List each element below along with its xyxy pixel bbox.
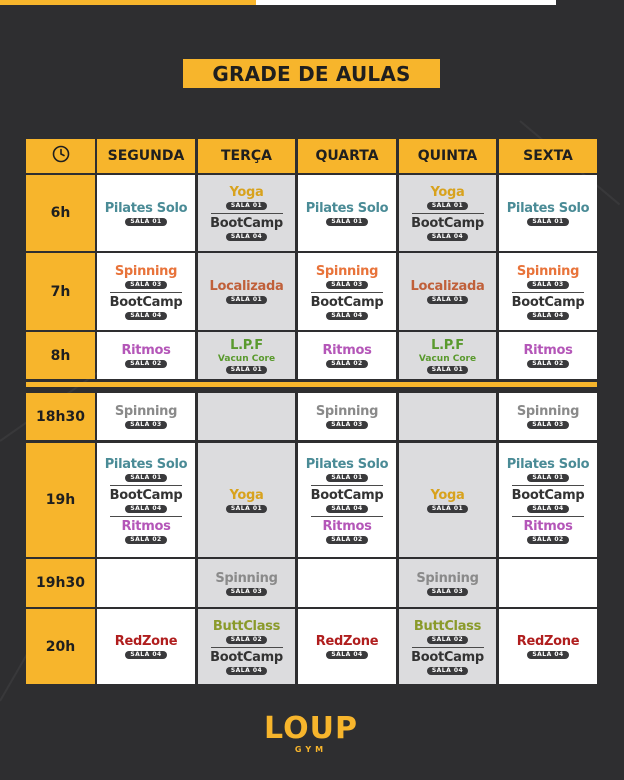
class-entry xyxy=(110,295,183,320)
class-entry xyxy=(210,650,283,675)
page-title: GRADE DE AULAS xyxy=(212,61,411,86)
room-badge: SALA 01 xyxy=(226,202,267,210)
time-slot: 20h xyxy=(26,609,95,684)
time-slot: 18h30 xyxy=(26,393,95,440)
class-cell xyxy=(97,253,195,330)
class-name: BootCamp xyxy=(210,216,283,231)
class-entry xyxy=(512,488,585,513)
class-name: Spinning xyxy=(215,570,278,586)
class-name: Spinning xyxy=(114,263,178,279)
class-entry xyxy=(105,201,188,226)
room-badge: SALA 04 xyxy=(226,233,267,241)
class-entry xyxy=(226,488,267,513)
class-entry xyxy=(316,404,378,429)
day-header-2: TERÇA xyxy=(198,139,295,173)
class-divider xyxy=(311,516,383,517)
day-header-1: SEGUNDA xyxy=(97,139,195,173)
class-entry xyxy=(213,619,280,644)
class-name: Pilates Solo xyxy=(104,200,188,216)
class-cell xyxy=(198,175,295,251)
class-entry xyxy=(121,519,170,544)
class-entry xyxy=(322,519,371,544)
class-entry xyxy=(316,264,378,289)
clock-icon xyxy=(52,145,70,167)
class-name: Spinning xyxy=(315,263,379,279)
gym-logo xyxy=(258,713,364,763)
room-badge: SALA 02 xyxy=(125,536,166,544)
class-entry xyxy=(523,519,572,544)
room-badge: SALA 04 xyxy=(226,667,267,675)
class-cell xyxy=(499,332,597,379)
class-name: Pilates Solo xyxy=(305,200,389,216)
class-name: L.P.F xyxy=(431,337,464,353)
class-name: Ritmos xyxy=(523,518,573,534)
room-badge: SALA 03 xyxy=(125,281,166,289)
class-name: Pilates Solo xyxy=(305,456,389,472)
class-entry xyxy=(523,343,572,368)
room-badge: SALA 03 xyxy=(527,281,568,289)
class-cell xyxy=(399,393,496,440)
class-name: Yoga xyxy=(430,185,465,200)
room-badge: SALA 01 xyxy=(427,202,468,210)
class-entry xyxy=(306,457,389,482)
logo-text: LOUP xyxy=(264,711,358,746)
day-header-5: SEXTA xyxy=(499,139,597,173)
class-entry xyxy=(507,201,590,226)
class-divider xyxy=(110,485,182,486)
class-divider xyxy=(211,647,283,648)
room-badge: SALA 04 xyxy=(527,651,568,659)
class-name: Pilates Solo xyxy=(506,456,590,472)
class-cell xyxy=(298,443,396,557)
class-name: Pilates Solo xyxy=(506,200,590,216)
class-cell xyxy=(298,393,396,440)
class-entry xyxy=(419,338,476,374)
header-clock-cell xyxy=(26,139,95,173)
class-entry xyxy=(416,571,478,596)
class-entry xyxy=(210,216,283,241)
room-badge: SALA 02 xyxy=(326,360,367,368)
class-entry xyxy=(105,457,188,482)
class-entry xyxy=(218,338,275,374)
room-badge: SALA 01 xyxy=(226,296,267,304)
class-name: L.P.F xyxy=(230,337,263,353)
class-divider xyxy=(110,516,182,517)
class-entry xyxy=(121,343,170,368)
room-badge: SALA 01 xyxy=(226,505,267,513)
class-entry xyxy=(311,295,384,320)
room-badge: SALA 04 xyxy=(125,312,166,320)
class-cell xyxy=(399,443,496,557)
class-entry xyxy=(322,343,371,368)
room-badge: SALA 04 xyxy=(527,505,568,513)
room-badge: SALA 03 xyxy=(125,421,166,429)
class-divider xyxy=(412,647,484,648)
logo-subtext: GYM xyxy=(294,745,328,754)
class-name: BootCamp xyxy=(210,649,283,665)
class-entry xyxy=(517,404,579,429)
class-entry xyxy=(311,488,384,513)
class-cell xyxy=(298,175,396,251)
class-cell xyxy=(97,393,195,440)
room-badge: SALA 04 xyxy=(427,667,468,675)
class-name: Ritmos xyxy=(523,343,573,358)
class-name: Ritmos xyxy=(121,343,171,358)
class-cell xyxy=(399,253,496,330)
class-cell xyxy=(298,332,396,379)
class-divider xyxy=(412,213,484,214)
class-name: ButtClass xyxy=(212,618,281,634)
class-cell xyxy=(97,559,195,607)
class-name: BootCamp xyxy=(411,649,484,665)
room-badge: SALA 04 xyxy=(326,505,367,513)
room-badge: SALA 04 xyxy=(427,233,468,241)
room-badge: SALA 01 xyxy=(326,474,367,482)
room-badge: SALA 02 xyxy=(226,636,267,644)
room-badge: SALA 04 xyxy=(527,312,568,320)
class-entry xyxy=(306,201,389,226)
time-slot: 6h xyxy=(26,175,95,251)
class-cell xyxy=(399,332,496,379)
room-badge: SALA 03 xyxy=(427,588,468,596)
class-cell xyxy=(97,443,195,557)
room-badge: SALA 03 xyxy=(527,421,568,429)
class-entry xyxy=(517,264,579,289)
class-subtitle: Vacun Core xyxy=(217,353,276,364)
class-cell xyxy=(97,332,195,379)
class-cell xyxy=(499,559,597,607)
room-badge: SALA 04 xyxy=(326,312,367,320)
class-name: Spinning xyxy=(416,570,479,586)
class-name: BootCamp xyxy=(109,294,183,310)
class-cell xyxy=(97,175,195,251)
class-entry xyxy=(115,634,177,659)
room-badge: SALA 04 xyxy=(125,505,166,513)
class-entry xyxy=(316,634,378,659)
class-cell xyxy=(198,559,295,607)
class-cell xyxy=(198,443,295,557)
class-cell xyxy=(499,443,597,557)
class-subtitle: Vacun Core xyxy=(418,353,477,364)
class-name: Spinning xyxy=(315,404,379,419)
class-entry xyxy=(209,279,283,304)
class-entry xyxy=(411,216,484,241)
class-name: BootCamp xyxy=(310,487,384,503)
room-badge: SALA 02 xyxy=(125,360,166,368)
room-badge: SALA 01 xyxy=(326,218,367,226)
class-cell xyxy=(499,253,597,330)
class-name: Ritmos xyxy=(322,518,372,534)
class-cell xyxy=(499,609,597,684)
class-name: Pilates Solo xyxy=(104,456,188,472)
room-badge: SALA 01 xyxy=(226,366,267,374)
class-cell xyxy=(399,175,496,251)
class-cell xyxy=(298,559,396,607)
room-badge: SALA 04 xyxy=(326,651,367,659)
room-badge: SALA 03 xyxy=(326,281,367,289)
class-cell xyxy=(298,253,396,330)
class-entry xyxy=(115,404,177,429)
room-badge: SALA 01 xyxy=(527,474,568,482)
room-badge: SALA 01 xyxy=(427,505,468,513)
class-name: ButtClass xyxy=(413,618,482,634)
class-cell xyxy=(198,332,295,379)
class-name: RedZone xyxy=(516,634,580,649)
class-name: RedZone xyxy=(114,634,178,649)
class-name: Ritmos xyxy=(322,343,372,358)
class-divider xyxy=(311,485,383,486)
room-badge: SALA 01 xyxy=(427,296,468,304)
class-cell xyxy=(198,609,295,684)
top-accent-bar xyxy=(0,0,256,5)
class-cell xyxy=(198,393,295,440)
room-badge: SALA 04 xyxy=(125,651,166,659)
time-slot: 8h xyxy=(26,332,95,379)
class-name: BootCamp xyxy=(109,487,183,503)
class-entry xyxy=(517,634,579,659)
room-badge: SALA 01 xyxy=(125,474,166,482)
time-slot: 7h xyxy=(26,253,95,330)
class-name: Yoga xyxy=(229,487,264,503)
class-divider xyxy=(512,292,584,293)
class-name: Spinning xyxy=(114,404,178,419)
class-entry xyxy=(226,185,267,210)
class-entry xyxy=(427,488,468,513)
class-divider xyxy=(211,213,283,214)
class-name: BootCamp xyxy=(511,294,585,310)
room-badge: SALA 03 xyxy=(326,421,367,429)
room-badge: SALA 01 xyxy=(427,366,468,374)
class-cell xyxy=(399,559,496,607)
class-entry xyxy=(115,264,177,289)
class-divider xyxy=(311,292,383,293)
time-slot: 19h30 xyxy=(26,559,95,607)
class-cell xyxy=(499,175,597,251)
morning-evening-divider xyxy=(26,382,597,387)
class-name: RedZone xyxy=(315,634,379,649)
room-badge: SALA 02 xyxy=(527,360,568,368)
class-name: Localizada xyxy=(410,279,485,294)
top-white-bar xyxy=(256,0,556,5)
class-divider xyxy=(110,292,182,293)
class-entry xyxy=(410,279,484,304)
time-slot: 19h xyxy=(26,443,95,557)
class-name: Yoga xyxy=(229,185,264,200)
room-badge: SALA 02 xyxy=(427,636,468,644)
room-badge: SALA 01 xyxy=(527,218,568,226)
class-name: BootCamp xyxy=(511,487,585,503)
class-name: BootCamp xyxy=(310,294,384,310)
class-entry xyxy=(427,185,468,210)
room-badge: SALA 02 xyxy=(326,536,367,544)
class-divider xyxy=(512,516,584,517)
room-badge: SALA 01 xyxy=(125,218,166,226)
class-cell xyxy=(499,393,597,440)
class-cell xyxy=(198,253,295,330)
class-name: Yoga xyxy=(430,487,465,503)
day-header-3: QUARTA xyxy=(298,139,396,173)
class-entry xyxy=(110,488,183,513)
class-cell xyxy=(298,609,396,684)
class-name: Spinning xyxy=(516,404,580,419)
class-entry xyxy=(411,650,484,675)
class-name: Ritmos xyxy=(121,518,171,534)
class-name: Spinning xyxy=(516,263,580,279)
title-banner xyxy=(183,59,440,88)
class-entry xyxy=(507,457,590,482)
day-header-4: QUINTA xyxy=(399,139,496,173)
class-cell xyxy=(399,609,496,684)
class-entry xyxy=(512,295,585,320)
class-name: Localizada xyxy=(209,279,284,294)
class-entry xyxy=(414,619,481,644)
class-entry xyxy=(215,571,277,596)
class-name: BootCamp xyxy=(411,216,484,231)
room-badge: SALA 03 xyxy=(226,588,267,596)
room-badge: SALA 02 xyxy=(527,536,568,544)
class-cell xyxy=(97,609,195,684)
class-divider xyxy=(512,485,584,486)
